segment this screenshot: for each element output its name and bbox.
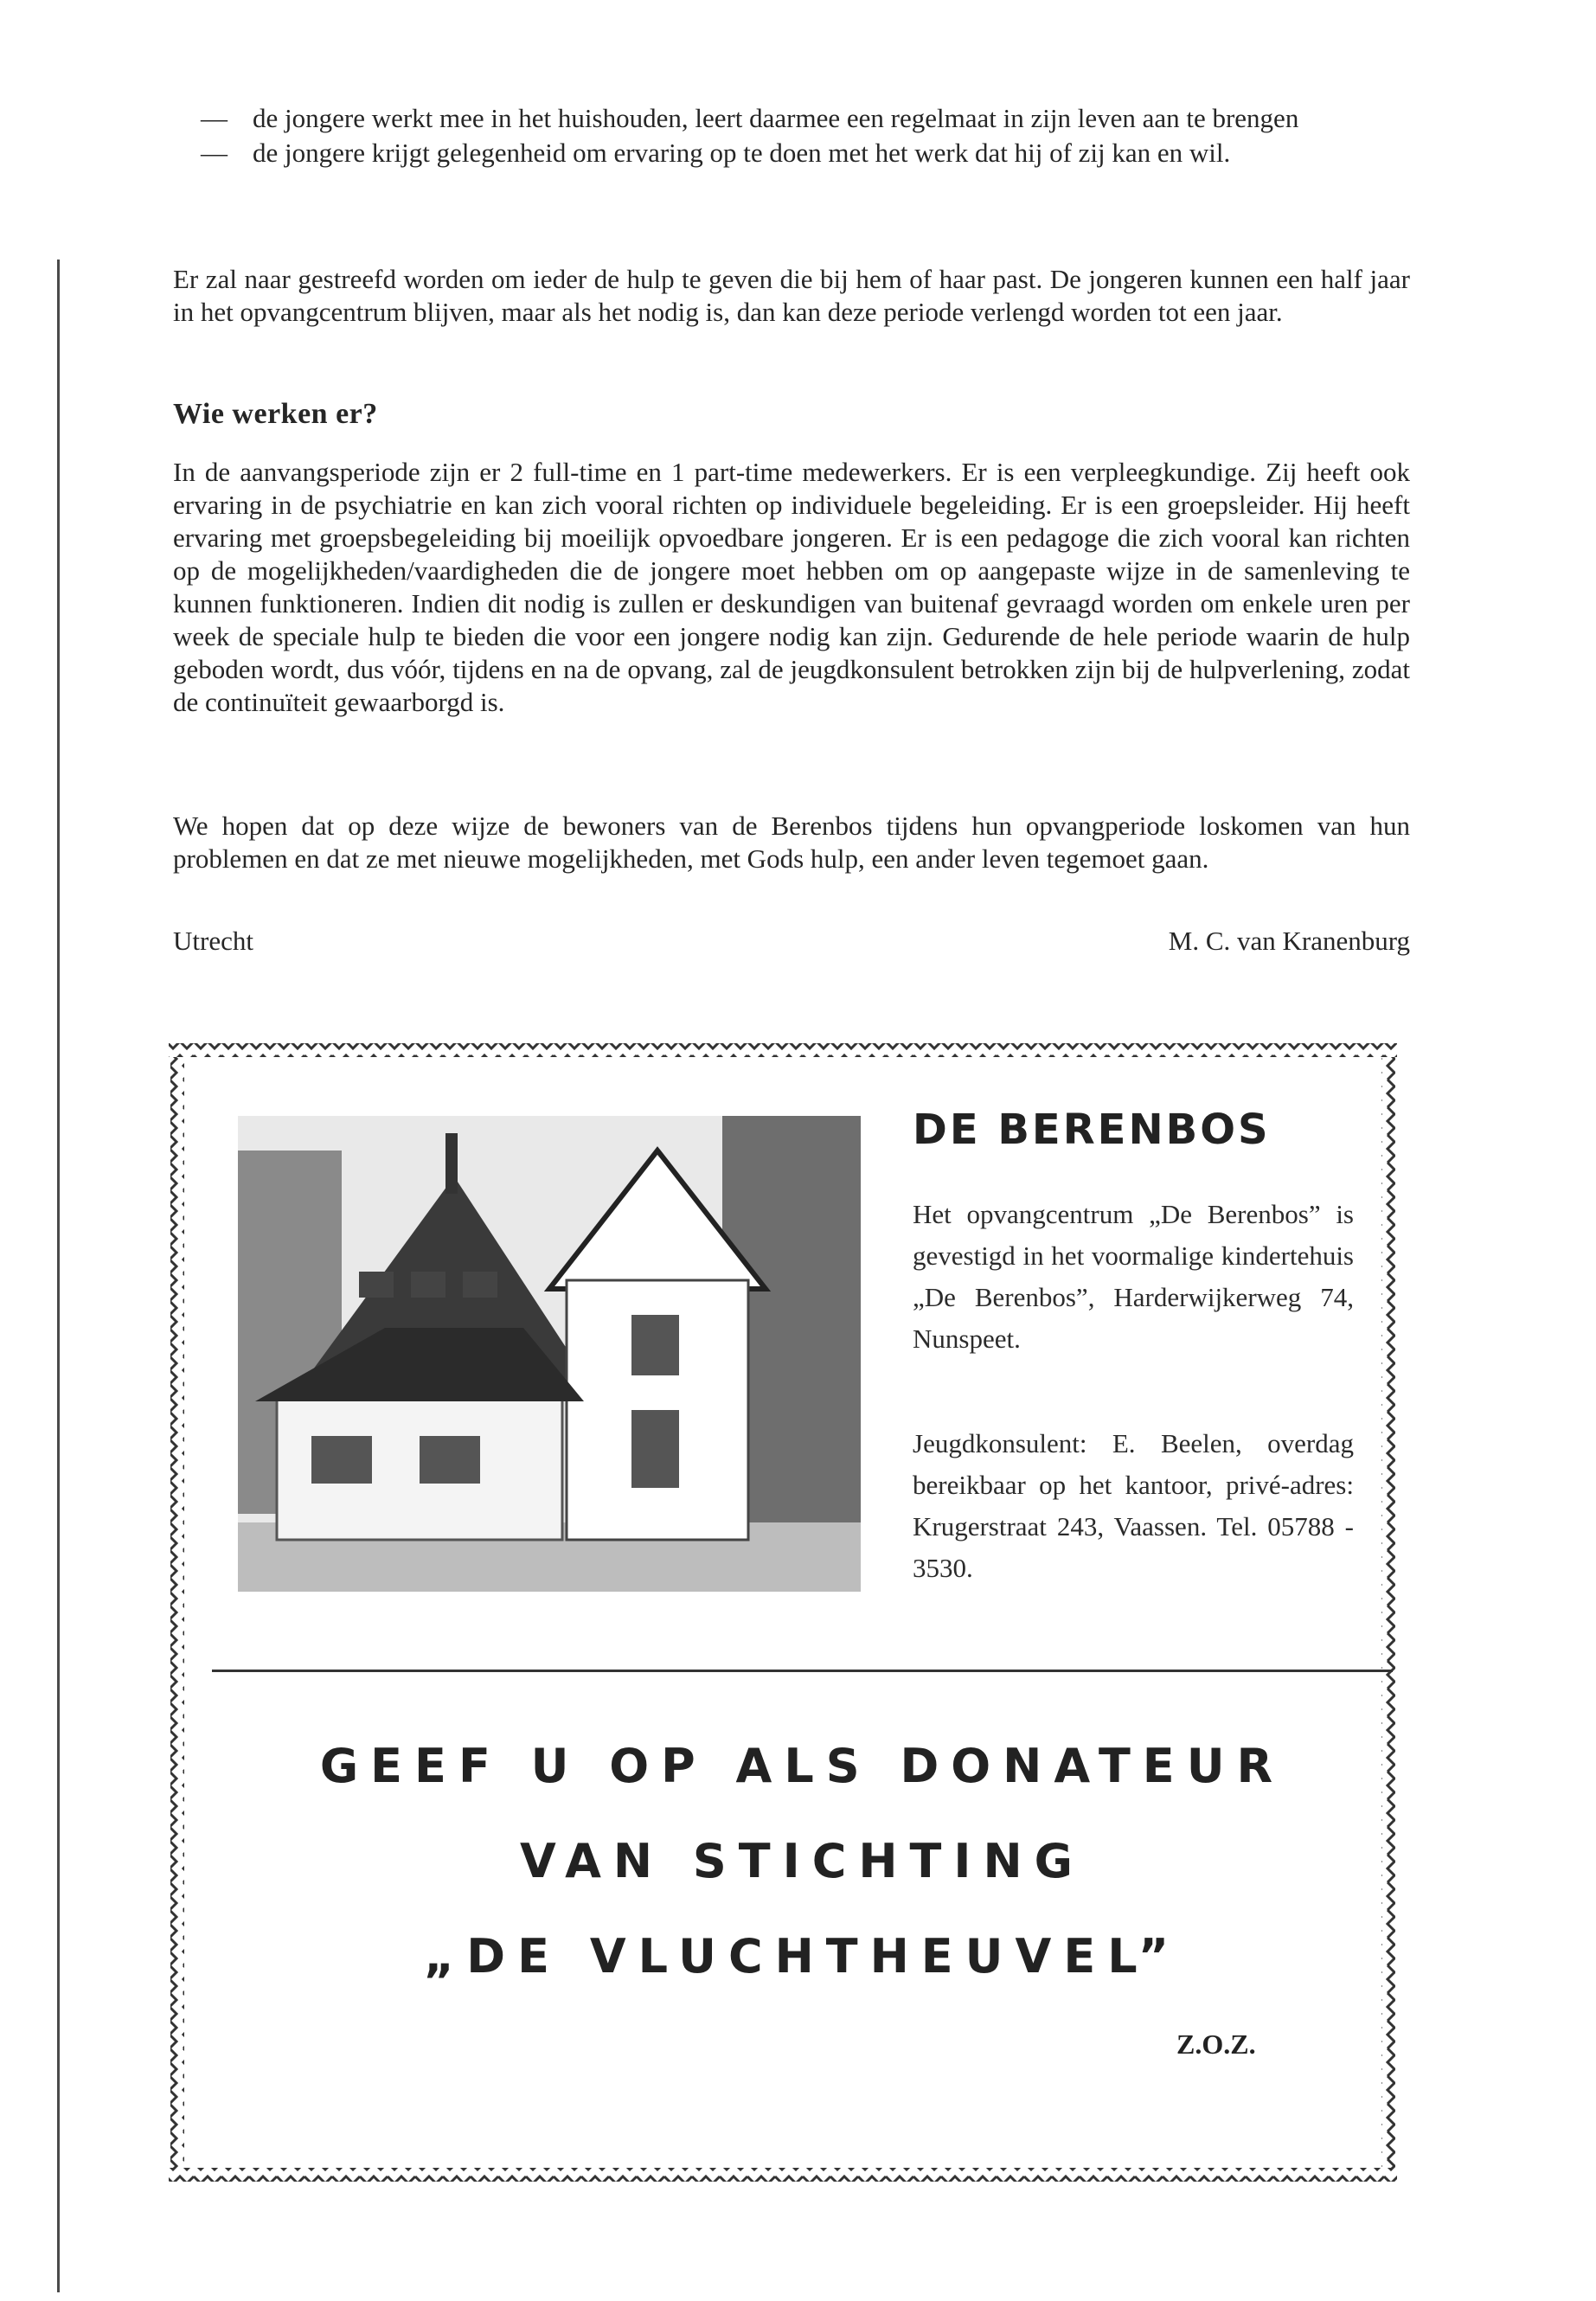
frame-right [1381,1057,1395,2168]
ad-divider [212,1670,1393,1672]
zoz-note: Z.O.Z. [1176,2029,1256,2060]
paragraph-1-text: Er zal naar gestreefd worden om ieder de hulp te geven die bij hem of haar past. De jongeren kunnen een half jaar in het opvangcentrum blijven, maar als het nodig is, dan kan deze periode verlengd worden tot een jaar. [173,264,1410,327]
photo-window-6 [311,1436,372,1484]
paragraph-3-text: We hopen dat op deze wijze de bewoners van de Berenbos tijdens hun opvangperiode loskomen van hun problemen en dat ze met nieuwe mogelijkheden, met Gods hulp, een ander leven tegemoet gaan. [173,811,1410,874]
frame-bottom [169,2168,1397,2182]
bullet-dash: — [201,103,228,133]
signature-city: Utrecht [173,926,253,956]
bullet-text: de jongere krijgt gelegenheid om ervaring op te doen met het werk dat hij of zij kan en wil. [253,138,1231,168]
photo-window-4 [631,1315,679,1375]
paragraph-2-text: In de aanvangsperiode zijn er 2 full-time en 1 part-time medewerkers. Er is een verpleegkundige. Zij heeft ook ervaring in de psychiatrie en kan zich vooral richten op individuele begeleiding. Er is een groepsleider. Hij heeft ervaring met groepsbegeleiding bij moeilijk opvoedbare jongeren. Er is een pedagoge die zich vooral kan richten op de mogelijkheden/vaardigheden die de jongere moet hebben om op aangepaste wijze in de samenleving te kunnen funktioneren. Indien dit nodig is zullen er deskundigen van buitenaf gevraagd worden om enkele uren per week de speciale hulp te bieden die voor een jongere nodig kan zijn. Gedurende de hele periode waarin de hulp geboden wordt, dus vóór, tijdens en na de opvang, zal de jeugdkonsulent betrokken zijn bij de hulpverlening, zodat de continuïteit gewaarborgd is. [173,457,1410,717]
house-photo [238,1116,861,1592]
ad-title: DE BERENBOS [913,1106,1271,1154]
frame-top [169,1043,1397,1057]
photo-window-3 [463,1272,497,1298]
donor-line-2: VAN STICHTING [520,1834,1085,1888]
bullet-dash: — [201,138,228,168]
ad-address-text: Het opvangcentrum „De Berenbos” is gevestigd in het voormalige kindertehuis „De Berenbos”, Harderwijkerweg 74, Nunspeet. [913,1199,1354,1354]
bullet-text: de jongere werkt mee in het huishouden, leert daarmee een regelmaat in zijn leven aan te brengen [253,103,1299,133]
donor-line-1: GEEF U OP ALS DONATEUR [319,1739,1285,1793]
photo-window-5 [631,1410,679,1488]
photo-window-7 [420,1436,480,1484]
ad-contact-text: Jeugdkonsulent: E. Beelen, overdag bereikbaar op het kantoor, privé-adres: Krugerstraat 243, Vaassen. Tel. 05788 - 3530. [913,1428,1354,1583]
photo-chimney [445,1133,458,1194]
photo-window-1 [359,1272,394,1298]
donor-line-3: „DE VLUCHTHEUVEL” [423,1929,1182,1984]
frame-left [170,1057,184,2168]
signature-author: M. C. van Kranenburg [1168,926,1410,956]
photo-window-2 [411,1272,445,1298]
section-heading: Wie werken er? [173,398,378,430]
